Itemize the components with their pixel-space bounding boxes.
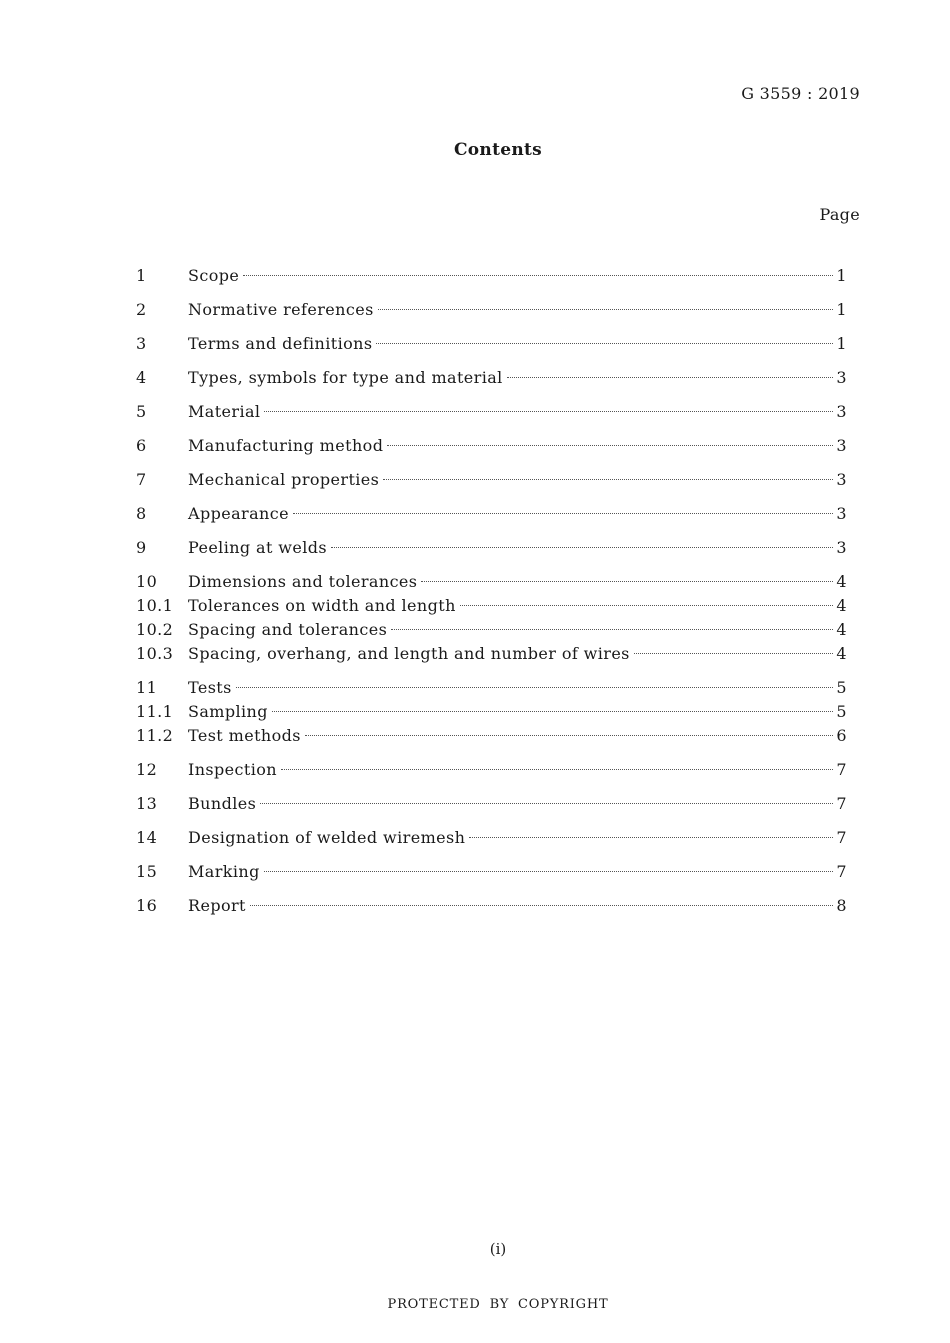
toc-dot-leader — [634, 653, 834, 654]
toc-entry-title: Tests — [188, 678, 232, 697]
toc-entry-title: Sampling — [188, 702, 268, 721]
toc-entry-page: 4 — [836, 620, 847, 639]
toc-entry[interactable] — [136, 644, 847, 668]
toc-entry-number: 1 — [136, 266, 147, 285]
toc-entry-page: 7 — [836, 760, 847, 779]
toc-dot-leader — [250, 905, 834, 906]
toc-group — [136, 368, 847, 392]
toc-group — [136, 760, 847, 784]
toc-dot-leader — [260, 803, 833, 804]
toc-entry-page: 1 — [836, 334, 847, 353]
toc-group — [136, 470, 847, 494]
toc-group — [136, 266, 847, 290]
toc-entry-title: Peeling at welds — [188, 538, 328, 557]
toc-entry[interactable] — [136, 862, 847, 886]
toc-dot-leader — [293, 513, 833, 514]
toc-group — [136, 896, 847, 920]
toc-entry-number: 16 — [136, 896, 158, 915]
toc-entry-number: 14 — [136, 828, 158, 847]
toc-entry[interactable] — [136, 702, 847, 726]
toc-entry-number: 11 — [136, 678, 158, 697]
toc-dot-leader — [236, 687, 834, 688]
toc-dot-leader — [378, 309, 834, 310]
toc-entry-title: Inspection — [188, 760, 277, 779]
toc-entry[interactable] — [136, 828, 847, 852]
toc-entry-page: 3 — [836, 436, 847, 455]
toc-entry[interactable] — [136, 678, 847, 702]
toc-entry-number: 10.1 — [136, 596, 174, 615]
toc-entry[interactable] — [136, 300, 847, 324]
toc-entry[interactable] — [136, 620, 847, 644]
toc-group — [136, 862, 847, 886]
toc-entry-title: Report — [188, 896, 246, 915]
copyright-notice: PROTECTED BY COPYRIGHT — [387, 1297, 609, 1312]
toc-dot-leader — [469, 837, 833, 838]
toc-entry-page: 7 — [836, 828, 847, 847]
toc-entry-page: 3 — [836, 504, 847, 523]
page-column-heading: Page — [819, 205, 860, 224]
toc-entry-page: 3 — [836, 368, 847, 387]
toc-dot-leader — [264, 871, 834, 872]
toc-entry-page: 4 — [836, 572, 847, 591]
toc-dot-leader — [376, 343, 833, 344]
toc-entry[interactable] — [136, 368, 847, 392]
toc-entry-number: 15 — [136, 862, 158, 881]
toc-entry[interactable] — [136, 436, 847, 460]
toc-entry-title: Test methods — [188, 726, 301, 745]
toc-dot-leader — [264, 411, 833, 412]
toc-entry-page: 3 — [836, 470, 847, 489]
toc-group — [136, 828, 847, 852]
toc-entry-title: Mechanical properties — [188, 470, 380, 489]
toc-entry[interactable] — [136, 726, 847, 750]
toc-entry-title: Normative references — [188, 300, 374, 319]
toc-entry-number: 2 — [136, 300, 147, 319]
toc-dot-leader — [331, 547, 833, 548]
toc-entry-number: 11.1 — [136, 702, 174, 721]
toc-dot-leader — [272, 711, 834, 712]
toc-group — [136, 300, 847, 324]
toc-entry-number: 10 — [136, 572, 158, 591]
toc-entry-number: 11.2 — [136, 726, 174, 745]
toc-group — [136, 436, 847, 460]
toc-entry-number: 8 — [136, 504, 147, 523]
toc-dot-leader — [305, 735, 834, 736]
toc-entry-page: 8 — [836, 896, 847, 915]
toc-entry-title: Marking — [188, 862, 260, 881]
toc-entry-page: 1 — [836, 300, 847, 319]
toc-group — [136, 402, 847, 426]
toc-entry-title: Spacing and tolerances — [188, 620, 388, 639]
toc-entry[interactable] — [136, 794, 847, 818]
contents-title: Contents — [453, 140, 543, 160]
toc-entry-title: Appearance — [188, 504, 289, 523]
toc-entry-page: 7 — [836, 794, 847, 813]
toc-entry-number: 5 — [136, 402, 147, 421]
toc-entry-number: 10.2 — [136, 620, 174, 639]
toc-entry-title: Terms and definitions — [188, 334, 373, 353]
toc-entry-page: 7 — [836, 862, 847, 881]
toc-entry-number: 3 — [136, 334, 147, 353]
toc-entry-page: 4 — [836, 596, 847, 615]
toc-entry[interactable] — [136, 266, 847, 290]
toc-dot-leader — [460, 605, 834, 606]
toc-group — [136, 678, 847, 750]
toc-entry-number: 4 — [136, 368, 147, 387]
toc-entry-title: Types, symbols for type and material — [188, 368, 503, 387]
toc-entry-page: 3 — [836, 402, 847, 421]
toc-entry[interactable] — [136, 896, 847, 920]
toc-dot-leader — [281, 769, 833, 770]
toc-entry[interactable] — [136, 572, 847, 596]
toc-group — [136, 572, 847, 668]
toc-entry-title: Tolerances on width and length — [188, 596, 456, 615]
toc-entry-number: 6 — [136, 436, 147, 455]
toc-entry-page: 3 — [836, 538, 847, 557]
toc-group — [136, 504, 847, 528]
toc-entry-page: 6 — [836, 726, 847, 745]
toc-entry-number: 7 — [136, 470, 147, 489]
toc-entry-page: 5 — [836, 678, 847, 697]
toc-entry-page: 1 — [836, 266, 847, 285]
toc-dot-leader — [421, 581, 833, 582]
page-number: (i) — [489, 1240, 507, 1258]
toc-entry[interactable] — [136, 402, 847, 426]
toc-entry-number: 9 — [136, 538, 147, 557]
toc-entry-number: 12 — [136, 760, 158, 779]
toc-group — [136, 538, 847, 562]
toc-entry-number: 10.3 — [136, 644, 174, 663]
toc-entry[interactable] — [136, 538, 847, 562]
toc-dot-leader — [243, 275, 833, 276]
doc-code: G 3559 : 2019 — [741, 84, 860, 103]
toc-entry[interactable] — [136, 760, 847, 784]
toc-entry[interactable] — [136, 470, 847, 494]
toc-entry-number: 13 — [136, 794, 158, 813]
toc-group — [136, 334, 847, 358]
toc-dot-leader — [507, 377, 834, 378]
toc-entry-page: 4 — [836, 644, 847, 663]
toc-entry-page: 5 — [836, 702, 847, 721]
toc-dot-leader — [387, 445, 833, 446]
toc-entry-title: Scope — [188, 266, 240, 285]
toc-entry-title: Spacing, overhang, and length and number of wires — [188, 644, 630, 663]
toc-dot-leader — [391, 629, 833, 630]
toc-entry-title: Material — [188, 402, 261, 421]
toc-entry-title: Manufacturing method — [188, 436, 384, 455]
table-of-contents — [136, 266, 847, 930]
toc-entry-title: Bundles — [188, 794, 257, 813]
toc-entry-title: Designation of welded wiremesh — [188, 828, 466, 847]
toc-entry[interactable] — [136, 504, 847, 528]
toc-entry[interactable] — [136, 334, 847, 358]
toc-group — [136, 794, 847, 818]
toc-entry[interactable] — [136, 596, 847, 620]
toc-entry-title: Dimensions and tolerances — [188, 572, 418, 591]
toc-dot-leader — [383, 479, 833, 480]
